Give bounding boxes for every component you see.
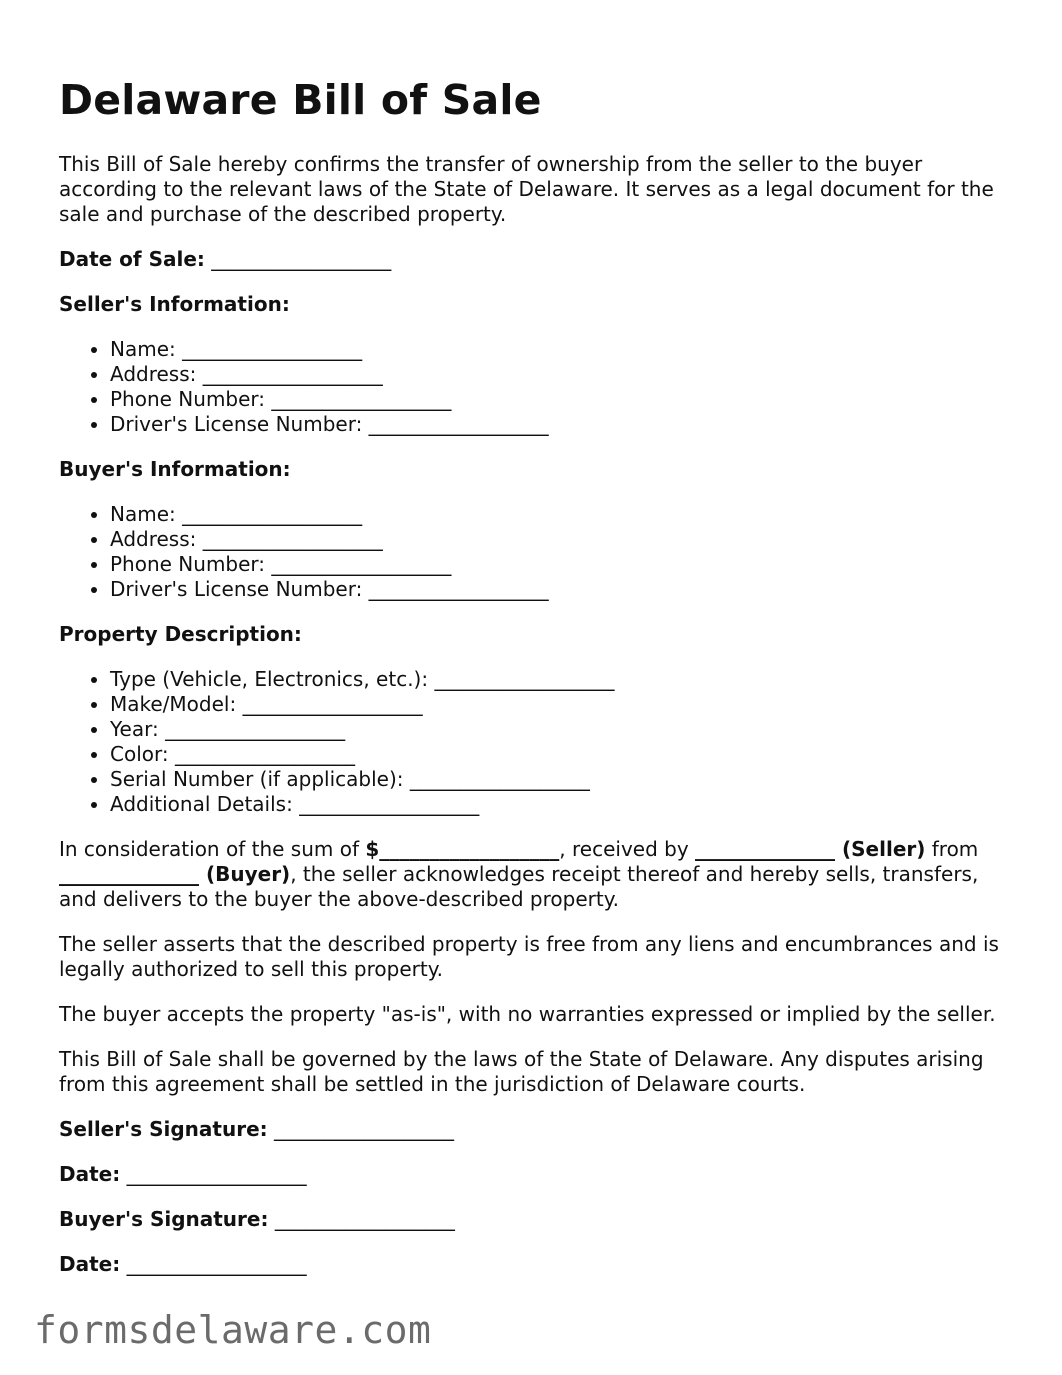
document-body <box>59 74 1009 1297</box>
consideration-buyer-tag: (Buyer) <box>199 862 291 886</box>
seller-license-item: • Driver's License Number: __________________ <box>110 412 1009 437</box>
seller-info-list <box>59 337 1009 437</box>
buyer-address-item: • Address: __________________ <box>110 527 1009 552</box>
seller-name-item: • Name: __________________ <box>110 337 1009 362</box>
buyer-phone-item: • Phone Number: __________________ <box>110 552 1009 577</box>
property-details-item: • Additional Details: __________________ <box>110 792 1009 817</box>
property-make-model-item: • Make/Model: __________________ <box>110 692 1009 717</box>
seller-phone-item: • Phone Number: __________________ <box>110 387 1009 412</box>
footer-watermark: formsdelaware.com <box>34 1308 432 1352</box>
buyer-info-list <box>59 502 1009 602</box>
buyer-signature-blank: __________________ <box>274 1207 455 1231</box>
date-of-sale-field <box>59 247 1009 272</box>
seller-date-label: Date: <box>59 1162 121 1186</box>
seller-info-heading: Seller's Information: <box>59 292 290 316</box>
property-serial-item: • Serial Number (if applicable): __________________ <box>110 767 1009 792</box>
governing-law-paragraph: This Bill of Sale shall be governed by the laws of the State of Delaware. Any disputes arising from this agreement shall be settled in the jurisdiction of Delaware courts. <box>59 1047 984 1096</box>
buyer-name-item: • Name: __________________ <box>110 502 1009 527</box>
consideration-text-3: from <box>925 837 979 861</box>
property-color-item: • Color: __________________ <box>110 742 1009 767</box>
buyer-license-item: • Driver's License Number: __________________ <box>110 577 1009 602</box>
document-title: Delaware Bill of Sale <box>59 76 542 124</box>
consideration-paragraph <box>59 837 1009 912</box>
buyer-date-blank: __________________ <box>126 1252 307 1276</box>
buyer-signature-field <box>59 1207 1009 1232</box>
consideration-seller-tag: (Seller) <box>835 837 926 861</box>
buyer-date-label: Date: <box>59 1252 121 1276</box>
consideration-sum-blank: $__________________ <box>365 837 560 861</box>
consideration-text-2: , received by <box>559 837 696 861</box>
date-of-sale-blank: __________________ <box>211 247 392 271</box>
buyer-info-heading: Buyer's Information: <box>59 457 291 481</box>
seller-signature-field <box>59 1117 1009 1142</box>
intro-paragraph: This Bill of Sale hereby confirms the transfer of ownership from the seller to the buyer according to the relevant laws of the State of Delaware. It serves as a legal document for the sale and purchase of the described property. <box>59 152 994 226</box>
buyer-date-field <box>59 1252 1009 1277</box>
property-heading: Property Description: <box>59 622 302 646</box>
seller-date-blank: __________________ <box>126 1162 307 1186</box>
consideration-text-4: , the seller acknowledges receipt thereof and hereby sells, transfers, and delivers to the buyer the above-described property. <box>59 862 979 911</box>
liens-paragraph: The seller asserts that the described property is free from any liens and encumbrances and is legally authorized to sell this property. <box>59 932 999 981</box>
consideration-seller-blank: ______________ <box>695 837 836 861</box>
seller-date-field <box>59 1162 1009 1187</box>
property-list <box>59 667 1009 817</box>
date-of-sale-label: Date of Sale: <box>59 247 205 271</box>
property-year-item: • Year: __________________ <box>110 717 1009 742</box>
consideration-buyer-blank: ______________ <box>59 862 199 886</box>
buyer-signature-label: Buyer's Signature: <box>59 1207 269 1231</box>
seller-address-item: • Address: __________________ <box>110 362 1009 387</box>
seller-signature-label: Seller's Signature: <box>59 1117 268 1141</box>
seller-signature-blank: __________________ <box>274 1117 454 1141</box>
property-type-item: • Type (Vehicle, Electronics, etc.): __________________ <box>110 667 1009 692</box>
consideration-text-1: In consideration of the sum of <box>59 837 366 861</box>
as-is-paragraph: The buyer accepts the property "as-is", with no warranties expressed or implied by the seller. <box>59 1002 996 1026</box>
